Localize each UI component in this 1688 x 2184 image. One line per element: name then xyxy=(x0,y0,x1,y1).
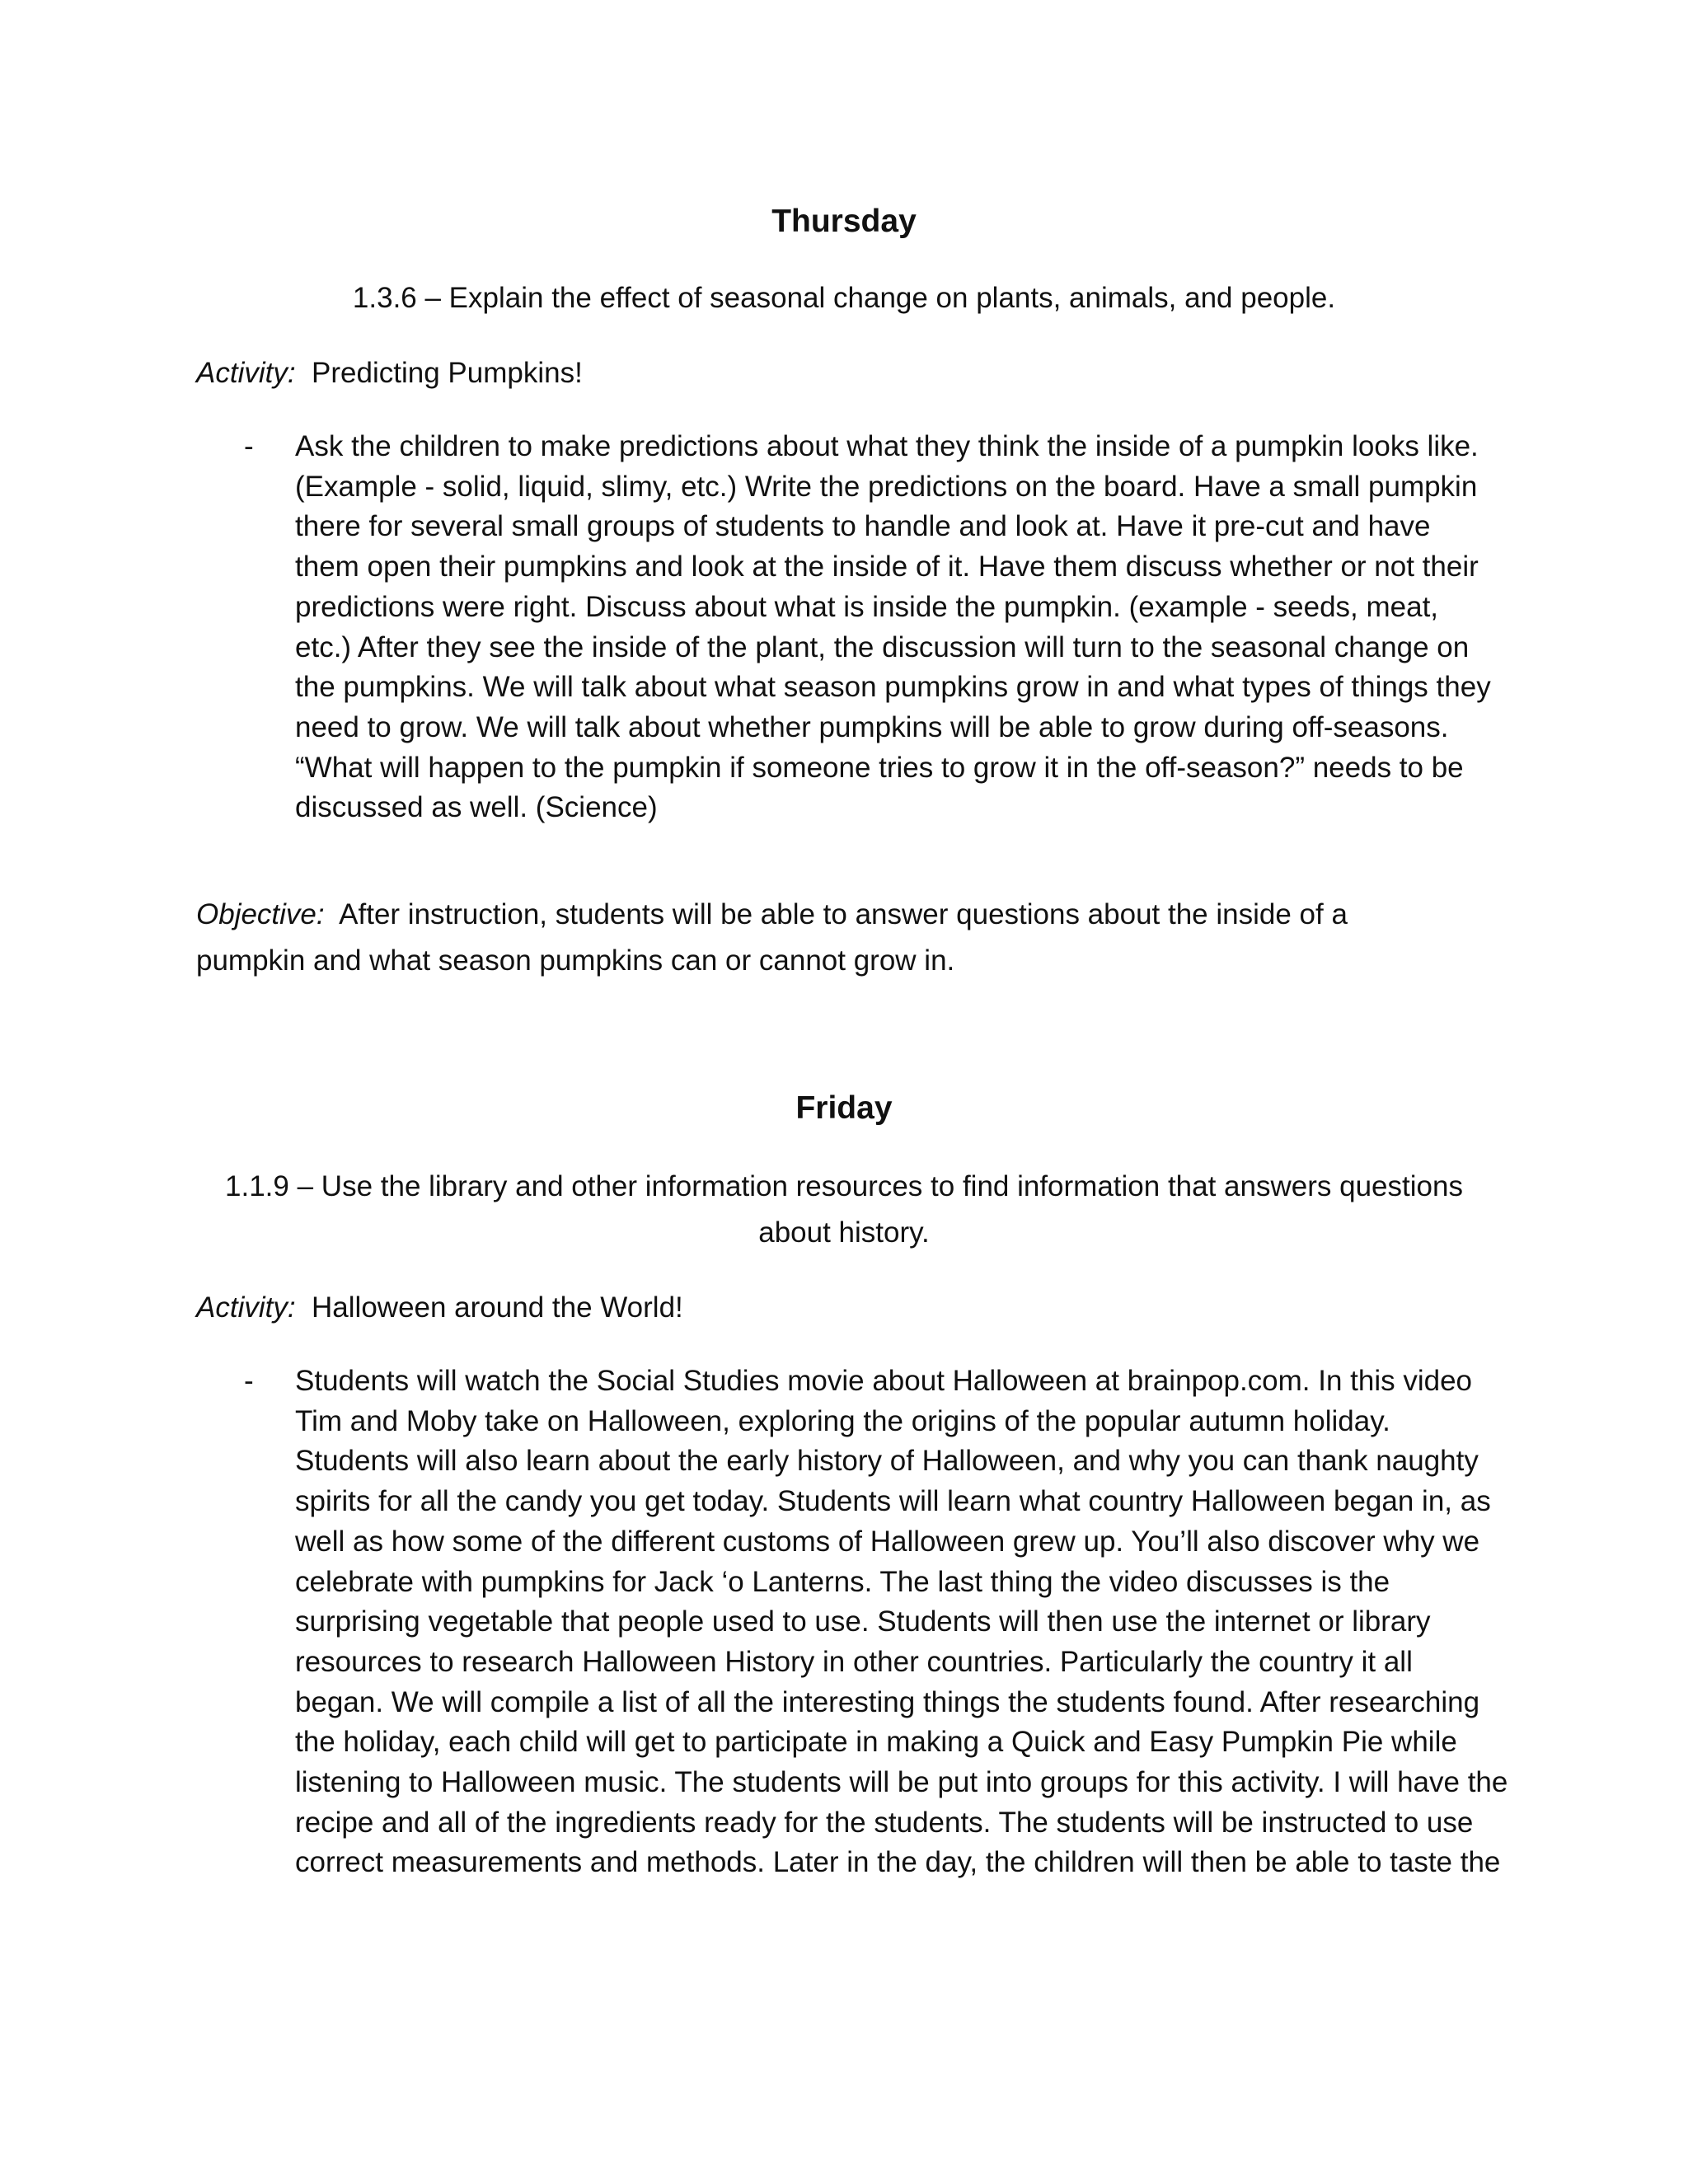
thursday-bullet-text: Ask the children to make predictions about what they think the inside of a pumpkin looks like. (Example - solid, liquid, slimy, etc.) Write the predictions on the board. Have a small pumpkin there for several small groups of students to handle and look at. Have it pre-cut and have them open their pumpkins and look at the inside of it. Have them discuss whether or not their predictions were right. Discuss about what is inside the pumpkin. (example - seeds, meat, etc.) After they see the inside of the plant, the discussion will turn to the seasonal change on the pumpkins. We will talk about what season pumpkins grow in and what types of things they need to grow. We will talk about whether pumpkins will be able to grow during off-seasons. “What will happen to the pumpkin if someone tries to grow it in the off-season?” needs to be discussed as well. (Science) xyxy=(295,430,1491,824)
activity-value: Predicting Pumpkins! xyxy=(312,357,583,389)
thursday-objective xyxy=(196,892,1449,984)
friday-bullet xyxy=(196,1361,1508,1883)
objective-value: After instruction, students will be able to answer questions about the inside of a pumpkin and what season pumpkins can or cannot grow in. xyxy=(196,898,1348,977)
friday-heading: Friday xyxy=(795,1090,893,1126)
bullet-marker: - xyxy=(244,430,254,462)
activity-label: Activity: xyxy=(196,1291,296,1324)
thursday-bullet xyxy=(196,427,1492,828)
thursday-standard: 1.3.6 – Explain the effect of seasonal change on plants, animals, and people. xyxy=(352,282,1336,314)
activity-value: Halloween around the World! xyxy=(312,1291,683,1324)
friday-bullet-text: Students will watch the Social Studies movie about Halloween at brainpop.com. In this video Tim and Moby take on Halloween, exploring the origins of the popular autumn holiday. Students will also learn about the early history of Halloween, and why you can thank naughty spirits for all the candy you get today. Students will learn what country Halloween began in, as well as how some of the different customs of Halloween grew up. You’ll also discover why we celebrate with pumpkins for Jack ‘o Lanterns. The last thing the video discusses is the surprising vegetable that people used to use. Students will then use the internet or library resources to research Halloween History in other countries. Particularly the country it all began. We will compile a list of all the interesting things the students found. After researching the holiday, each child will get to participate in making a Quick and Easy Pumpkin Pie while listening to Halloween music. The students will be put into groups for this activity. I will have the recipe and all of the ingredients ready for the students. The students will be instructed to use correct measurements and methods. Later in the day, the children will then be able to taste the xyxy=(295,1365,1508,1879)
friday-activity xyxy=(196,1287,1492,1329)
thursday-activity xyxy=(196,353,1492,394)
friday-standard: 1.1.9 – Use the library and other information resources to find information that answers questions about history. xyxy=(225,1170,1463,1249)
activity-label: Activity: xyxy=(196,357,296,389)
objective-label: Objective: xyxy=(196,898,325,930)
thursday-heading: Thursday xyxy=(771,204,917,239)
bullet-marker: - xyxy=(244,1365,254,1397)
